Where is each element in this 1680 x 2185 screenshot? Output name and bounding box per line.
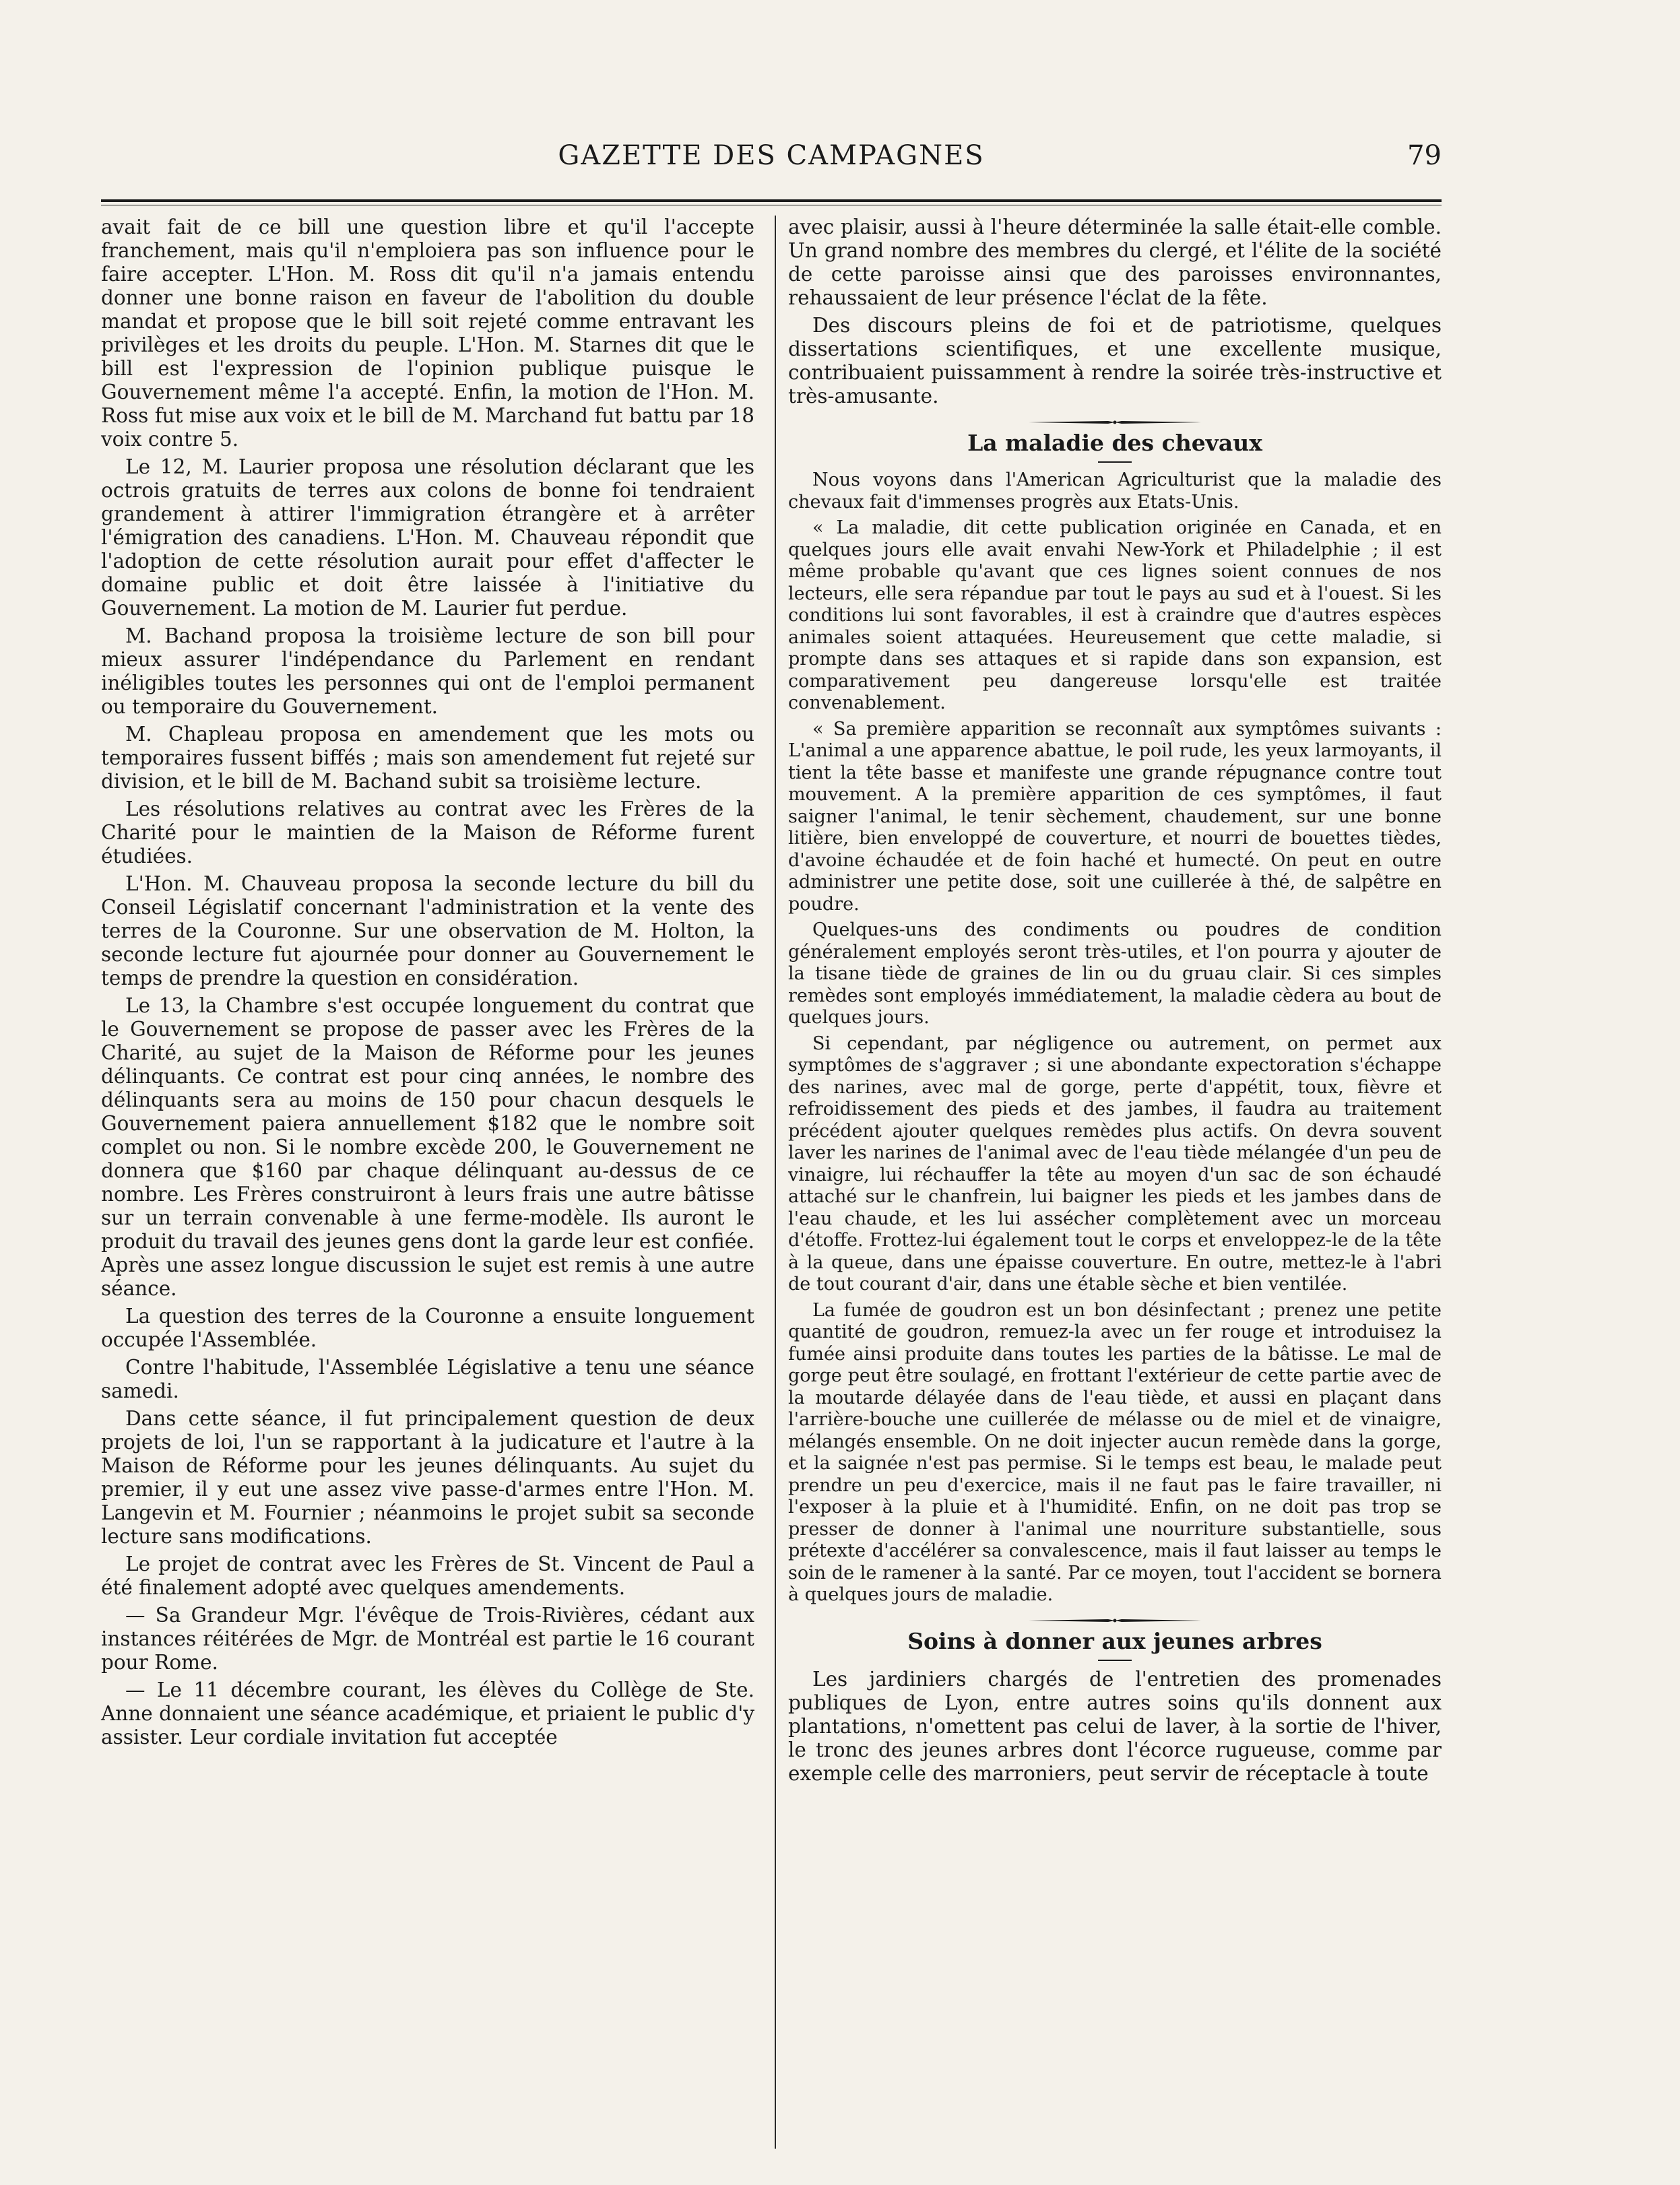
paragraph: Le 13, la Chambre s'est occupée longuement du contrat que le Gouvernement se propose de passer avec les Frères de la Charité, au sujet de la Maison de Réforme pour les jeunes délinquants. Ce contrat est pour cinq années, le nombre des délinquants sera au moins de 150 pour chacun desquels le Gouvernement paiera annuellement $182 que le nombre soit complet ou non. Si le nombre excède 200, le Gouvernement ne donnera que $160 par chaque délinquant au-dessus de ce nombre. Les Frères construiront à leurs frais une autre bâtisse sur un terrain convenable à une ferme-modèle. Ils auront le produit du travail des jeunes gens dont la garde leur est confiée. Après une assez longue discussion le sujet est remis à une autre séance.	[101, 994, 754, 1300]
section-title-maladie: La maladie des chevaux	[967, 430, 1262, 456]
paragraph: « Sa première apparition se reconnaît aux symptômes suivants : L'animal a une apparence abattue, le poil rude, les yeux larmoyants, il tient la tête basse et manifeste une grande répugnance contre tout mouvement. A la première apparition de ces symptômes, il faut saigner l'animal, le tenir sèchement, chaudement, sur une bonne litière, bien enveloppé de couverture, et nourri de bouettes tièdes, d'avoine échaudée et de foin haché et humecté. On peut en outre administrer une petite dose, soit une cuillerée à thé, de salpêtre en poudre.	[788, 718, 1442, 915]
paragraph: Nous voyons dans l'American Agriculturist que la maladie des chevaux fait d'immenses progrès aux Etats-Unis.	[788, 469, 1442, 513]
running-title: GAZETTE DES CAMPAGNES	[558, 140, 985, 171]
paragraph: Le projet de contrat avec les Frères de St. Vincent de Paul a été finalement adopté avec quelques amendements.	[101, 1553, 754, 1599]
header-rule-thick	[101, 199, 1442, 202]
paragraph: Le 12, M. Laurier proposa une résolution déclarant que les octrois gratuits de terres aux colons de bonne foi tendraient grandement à attirer l'immigration étrangère et à arrêter l'émigration des canadiens. L'Hon. M. Chauveau répondit que l'adoption de cette résolution aurait pour effet d'affecter le domaine public et doit être laissée à l'initiative du Gouvernement. La motion de M. Laurier fut perdue.	[101, 455, 754, 620]
paragraph: Quelques-uns des condiments ou poudres de condition généralement employés seront très-utiles, et l'on pourra y ajouter de la tisane tiède de graines de lin ou du gruau clair. Si ces simples remèdes sont employés immédiatement, la maladie cèdera au bout de quelques jours.	[788, 919, 1442, 1028]
paragraph: Les jardiniers chargés de l'entretien des promenades publiques de Lyon, entre autres soins qu'ils donnent aux plantations, n'omettent pas celui de laver, à la sortie de l'hiver, le tronc des jeunes arbres dont l'écorce rugueuse, comme par exemple celle des marroniers, peut servir de réceptacle à toute	[788, 1667, 1442, 1785]
paragraph: Si cependant, par négligence ou autrement, on permet aux symptômes de s'aggraver ; si une abondante expectoration s'échappe des narines, avec mal de gorge, perte d'appétit, toux, fièvre et refroidissement des pieds et des jambes, il faudra au traitement précédent ajouter quelques remèdes plus actifs. On devra souvent laver les narines de l'animal avec de l'eau tiède mélangée d'un peu de vinaigre, lui réchauffer la tête au moyen d'un sac de son échaudé attaché sur le chanfrein, lui baigner les pieds et les jambes dans de l'eau chaude, et les lui assécher complètement avec un morceau d'étoffe. Frottez-lui également tout le corps et enveloppez-le de la tête à la queue, dans une épaisse couverture. En outre, mettez-le à l'abri de tout courant d'air, dans une étable sèche et bien ventilée.	[788, 1033, 1442, 1295]
paragraph: La fumée de goudron est un bon désinfectant ; prenez une petite quantité de goudron, remuez-la avec un fer rouge et introduisez la fumée ainsi produite dans toutes les parties de la bâtisse. Le mal de gorge peut être soulagé, en frottant l'extérieur de cette partie avec de la moutarde délayée dans de l'eau tiède, et aussi en plaçant dans l'arrière-bouche une cuillerée de mélasse ou de miel et de vinaigre, mélangés ensemble. On ne doit injecter aucun remède dans la gorge, et la saignée n'est pas permise. Si le temps est beau, le malade peut prendre un peu d'exercice, mais il ne faut pas le faire travailler, ni l'exposer à la pluie et à l'humidité. Enfin, on ne doit pas trop se presser de donner à l'animal une nourriture substantielle, sous prétexte d'accélérer sa convalescence, mais il faut laisser au temps le soin de le ramener à la santé. Par ce moyen, tout l'accident se bornera à quelques jours de maladie.	[788, 1299, 1442, 1605]
section-ornament	[1027, 419, 1202, 426]
section-body-maladie	[788, 469, 1442, 1606]
section-ornament	[1027, 1617, 1202, 1624]
title-underline	[1098, 1660, 1132, 1661]
paragraph: avait fait de ce bill une question libre et qu'il l'accepte franchement, mais qu'il n'emploiera pas son influence pour le faire accepter. L'Hon. M. Ross dit qu'il n'a jamais entendu donner une bonne raison en faveur de l'abolition du double mandat et propose que le bill soit rejeté comme entravant les privilèges et les droits du peuple. L'Hon. M. Starnes dit que le bill est l'expression de l'opinion publique puisque le Gouvernement même l'a accepté. Enfin, la motion de l'Hon. M. Ross fut mise aux voix et le bill de M. Marchand fut battu par 18 voix contre 5.	[101, 216, 754, 451]
paragraph: La question des terres de la Couronne a ensuite longuement occupée l'Assemblée.	[101, 1305, 754, 1351]
paragraph: — Le 11 décembre courant, les élèves du Collège de Ste. Anne donnaient une séance académique, et priaient le public d'y assister. Leur cordiale invitation fut acceptée	[101, 1678, 754, 1749]
paragraph: Contre l'habitude, l'Assemblée Législative a tenu une séance samedi.	[101, 1356, 754, 1402]
section-title-arbres: Soins à donner aux jeunes arbres	[907, 1627, 1322, 1654]
paragraph: Les résolutions relatives au contrat avec les Frères de la Charité pour le maintien de la Maison de Réforme furent étudiées.	[101, 797, 754, 868]
right-column	[788, 216, 1442, 1790]
page-header	[101, 135, 1442, 182]
paragraph: Des discours pleins de foi et de patriotisme, quelques dissertations scientifiques, et une excellente musique, contribuaient puissamment à rendre la soirée très-instructive et très-amusante.	[788, 314, 1442, 407]
paragraph: — Sa Grandeur Mgr. l'évêque de Trois-Rivières, cédant aux instances réitérées de Mgr. de Montréal est partie le 16 courant pour Rome.	[101, 1604, 754, 1674]
paragraph: Dans cette séance, il fut principalement question de deux projets de loi, l'un se rapportant à la judicature et l'autre à la Maison de Réforme pour les jeunes délinquants. Au sujet du premier, il y eut une assez vive passe-d'armes entre l'Hon. M. Langevin et M. Fournier ; néanmoins le projet subit sa seconde lecture sans modifications.	[101, 1407, 754, 1548]
title-underline	[1098, 461, 1132, 463]
column-divider	[775, 216, 776, 2149]
page-number: 79	[1407, 140, 1442, 171]
left-column	[101, 216, 754, 1753]
paragraph: L'Hon. M. Chauveau proposa la seconde lecture du bill du Conseil Législatif concernant l'administration et la vente des terres de la Couronne. Sur une observation de M. Holton, la seconde lecture fut ajournée pour donner au Gouvernement le temps de prendre la question en considération.	[101, 872, 754, 989]
paragraph: M. Bachand proposa la troisième lecture de son bill pour mieux assurer l'indépendance du Parlement en rendant inéligibles toutes les personnes qui ont de l'emploi permanent ou temporaire du Gouvernement.	[101, 624, 754, 718]
paragraph: M. Chapleau proposa en amendement que les mots ou temporaires fussent biffés ; mais son amendement fut rejeté sur division, et le bill de M. Bachand subit sa troisième lecture.	[101, 723, 754, 793]
paragraph: avec plaisir, aussi à l'heure déterminée la salle était-elle comble. Un grand nombre des membres du clergé, et l'élite de la société de cette paroisse ainsi que des paroisses environnantes, rehaussaient de leur présence l'éclat de la fête.	[788, 216, 1442, 309]
paragraph: « La maladie, dit cette publication originée en Canada, et en quelques jours elle avait envahi New-York et Philadelphie ; il est même probable qu'avant que ces lignes soient connues de nos lecteurs, elle sera répandue par tout le pays au sud et à l'ouest. Si les conditions lui sont favorables, il est à craindre que d'autres espèces animales soient attaquées. Heureusement que cette maladie, si prompte dans ses attaques et si rapide dans son expansion, est comparativement peu dangereuse lorsqu'elle est traitée convenablement.	[788, 517, 1442, 713]
